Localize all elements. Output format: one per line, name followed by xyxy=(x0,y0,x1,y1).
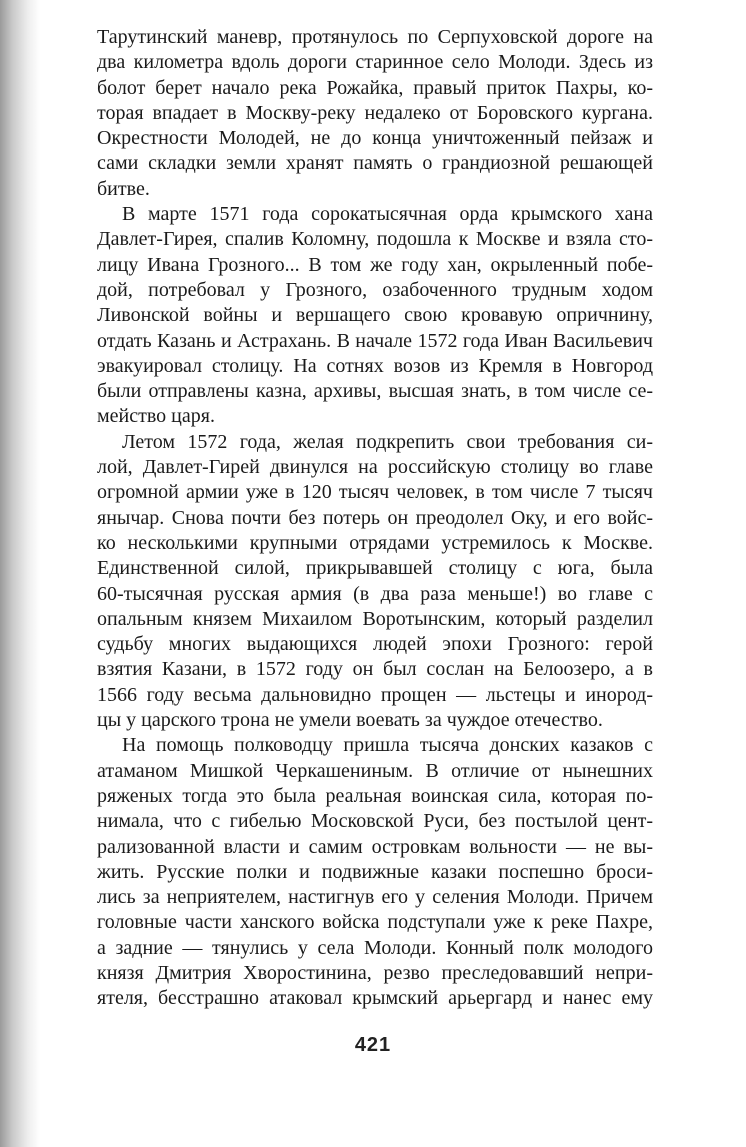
text-line: Единственной силой, прикрывавшей столицу с юга, была xyxy=(97,557,653,580)
text-line: лицу Ивана Грозного... В том же году хан, окрыленный побе- xyxy=(97,253,653,276)
text-line: а задние — тянулись у села Молоди. Конный полк молодого xyxy=(97,936,653,959)
page-number: 421 xyxy=(354,1034,392,1056)
text-line: 1566 году весьма дальновидно прощен — льстецы и инород- xyxy=(97,683,653,706)
text-line: головные части ханского войска подступали уже к реке Пахре, xyxy=(97,911,653,934)
text-line: янычар. Снова почти без потерь он преодолел Оку, и его войс- xyxy=(97,506,653,529)
text-line: Окрестности Молодей, не до конца уничтоженный пейзаж и xyxy=(97,127,653,150)
text-line: мейство царя. xyxy=(97,405,215,428)
text-line: Ливонской войны и вершащего свою кровавую опричнину, xyxy=(97,304,653,327)
text-line: цы у царского трона не умели воевать за чуждое отечество. xyxy=(97,709,603,732)
text-line: В марте 1571 года сорокатысячная орда крымского хана xyxy=(122,203,653,226)
page-body xyxy=(97,25,653,1012)
text-line: атаманом Мишкой Черкашениным. В отличие от нынешних xyxy=(97,759,653,782)
text-line: судьбу многих выдающихся людей эпохи Грозного: герой xyxy=(97,633,653,656)
text-line: нимала, что с гибелью Московской Руси, без постылой цент- xyxy=(97,810,653,833)
scan-edge-shadow xyxy=(0,0,40,1147)
text-line: два километра вдоль дороги старинное село Молоди. Здесь из xyxy=(97,51,653,74)
text-line: 60-тысячная русская армия (в два раза меньше!) во главе с xyxy=(97,582,653,605)
text-line: ятеля, бесстрашно атаковал крымский арьергард и нанес ему xyxy=(97,987,653,1010)
text-line: сами складки земли хранят память о грандиозной решающей xyxy=(97,152,653,175)
text-line: лись за неприятелем, настигнув его у селения Молоди. Причем xyxy=(97,886,653,909)
text-line: ряженых тогда это была реальная воинская сила, которая по- xyxy=(97,784,653,807)
text-line: отдать Казань и Астрахань. В начале 1572 года Иван Васильевич xyxy=(97,329,653,352)
text-line: торая впадает в Москву-реку недалеко от Боровского кургана. xyxy=(97,101,653,124)
text-line: дой, потребовал у Грозного, озабоченного трудным ходом xyxy=(97,278,653,301)
text-line: рализованной власти и самим островкам вольности — не вы- xyxy=(97,835,653,858)
text-line: Тарутинский маневр, протянулось по Серпуховской дороге на xyxy=(97,26,653,48)
text-line: лой, Давлет-Гирей двинулся на российскую столицу во главе xyxy=(97,456,653,479)
paragraph xyxy=(97,430,653,734)
text-line: были отправлены казна, архивы, высшая знать, в том числе се- xyxy=(97,380,653,403)
text-line: взятия Казани, в 1572 году он был сослан на Белоозеро, а в xyxy=(97,658,653,681)
paragraph xyxy=(97,25,653,202)
text-line: На помощь полководцу пришла тысяча донских казаков с xyxy=(122,734,653,757)
paragraph xyxy=(97,733,653,1011)
text-line: битве. xyxy=(97,177,150,200)
text-line: Давлет-Гирея, спалив Коломну, подошла к Москве и взяла сто- xyxy=(97,228,653,251)
text-line: ко несколькими крупными отрядами устремилось к Москве. xyxy=(97,531,653,554)
text-line: болот берет начало река Рожайка, правый приток Пахры, ко- xyxy=(97,76,653,99)
text-line: эвакуировал столицу. На сотнях возов из Кремля в Новгород xyxy=(97,354,653,377)
text-line: опальным князем Михаилом Воротынским, который разделил xyxy=(97,607,653,630)
text-line: жить. Русские полки и подвижные казаки поспешно броси- xyxy=(97,860,653,883)
text-line: Летом 1572 года, желая подкрепить свои требования си- xyxy=(122,430,653,453)
paragraph xyxy=(97,202,653,430)
text-line: князя Дмитрия Хворостинина, резво преследовавший непри- xyxy=(97,961,653,984)
text-line: огромной армии уже в 120 тысяч человек, в том числе 7 тысяч xyxy=(97,481,653,504)
